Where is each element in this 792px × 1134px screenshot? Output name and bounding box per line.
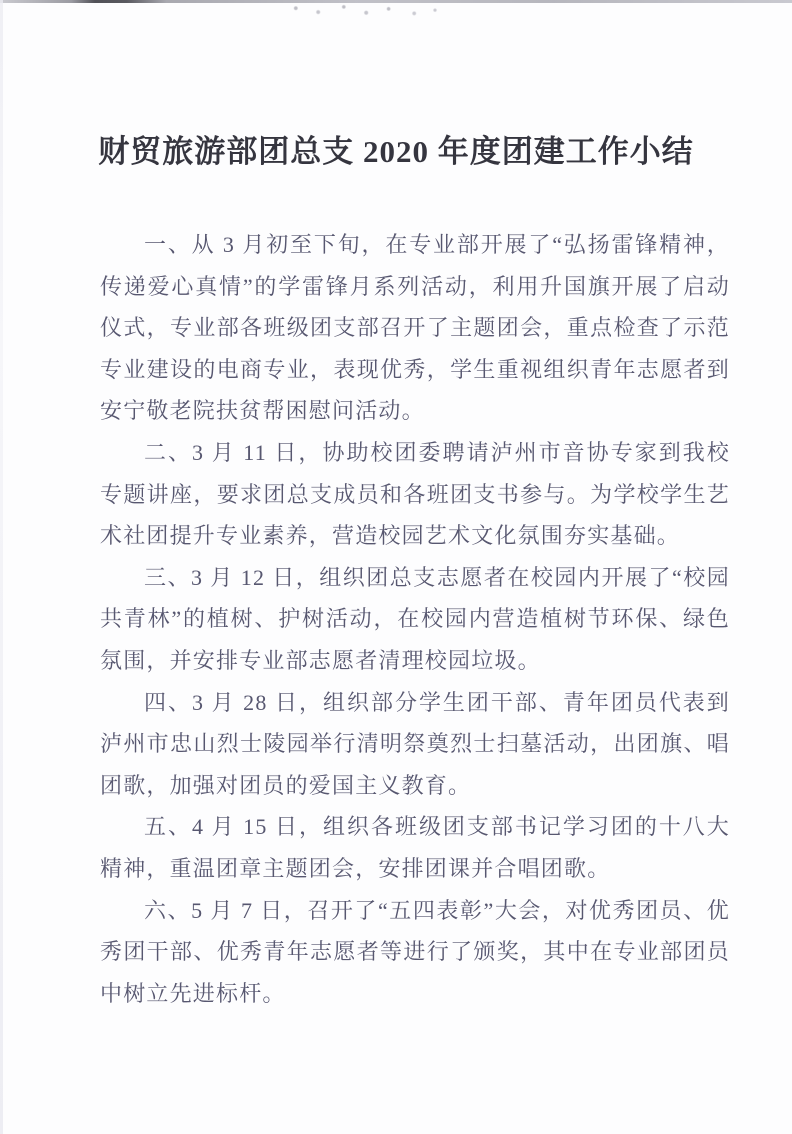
document-body [100, 224, 730, 1014]
paragraph-5: 五、4 月 15 日，组织各班级团支部书记学习团的十八大精神，重温团章主题团会，安排团课并合唱团歌。 [100, 814, 730, 881]
paragraph-4: 四、3 月 28 日，组织部分学生团干部、青年团员代表到泸州市忠山烈士陵园举行清明祭奠烈士扫墓活动，出团旗、唱团歌，加强对团员的爱国主义教育。 [100, 689, 730, 798]
paragraph-2: 二、3 月 11 日，协助校团委聘请泸州市音协专家到我校专题讲座，要求团总支成员和各班团支书参与。为学校学生艺术社团提升专业素养，营造校园艺术文化氛围夯实基础。 [100, 439, 730, 549]
document-title: 财贸旅游部团总支 2020 年度团建工作小结 [98, 134, 694, 169]
paragraph-6: 六、5 月 7 日，召开了“五四表彰”大会，对优秀团员、优秀团干部、优秀青年志愿者等进行了颁奖，其中在专业部团员中树立先进标杆。 [100, 897, 730, 1006]
paragraph-3: 三、3 月 12 日，组织团总支志愿者在校园内开展了“校园共青林”的植树、护树活动，在校园内营造植树节环保、绿色氛围，并安排专业部志愿者清理校园垃圾。 [100, 564, 730, 673]
paragraph-1: 一、从 3 月初至下旬，在专业部开展了“弘扬雷锋精神，传递爱心真情”的学雷锋月系列活动，利用升国旗开展了启动仪式，专业部各班级团支部召开了主题团会，重点检查了示范专业建设的电商专业，表现优秀，学生重视组织青年志愿者到安宁敬老院扶贫帮困慰问活动。 [100, 232, 730, 424]
scan-artifact-left-edge [0, 0, 3, 1134]
scan-artifact-smudge [283, 3, 443, 16]
